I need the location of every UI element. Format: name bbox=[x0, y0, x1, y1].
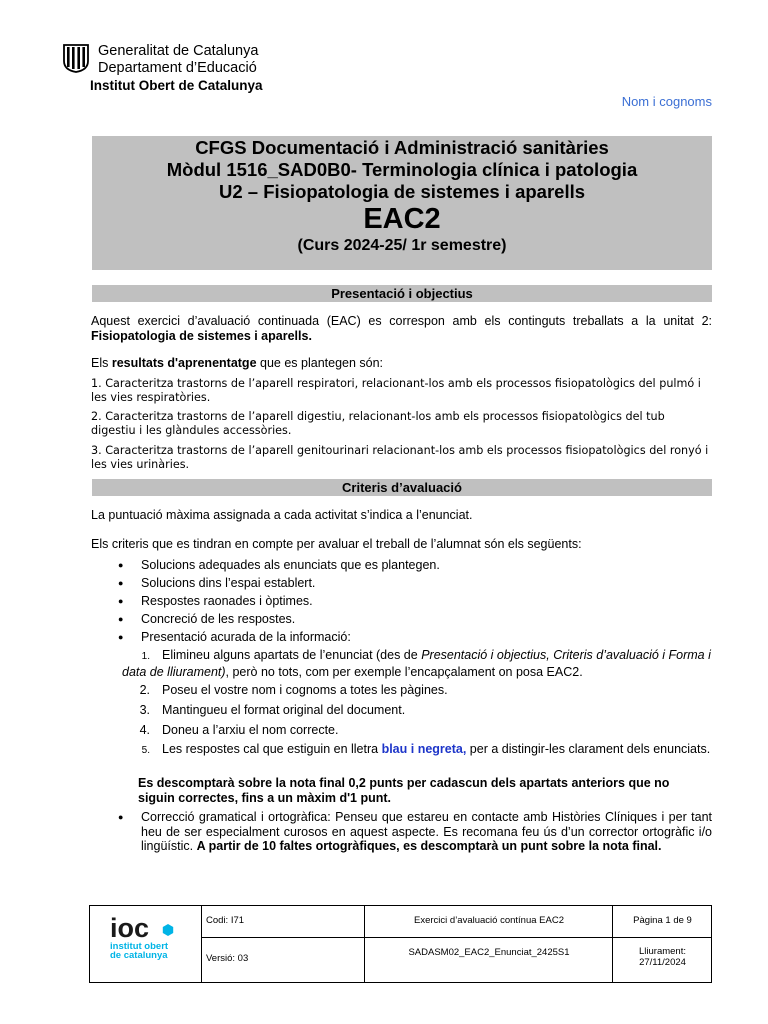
org-line-2: Departament d’Educació bbox=[98, 60, 257, 76]
footer-delivery-date: 27/11/2024 bbox=[639, 957, 686, 968]
document-footer bbox=[89, 905, 712, 983]
results-suffix: que es plantegen són: bbox=[256, 356, 384, 370]
grammar-bullet-bold: A partir de 10 faltes ortogràfiques, es descomptarà un punt sobre la nota final. bbox=[196, 839, 662, 853]
numbered-item-2-number: 2. bbox=[139, 683, 150, 697]
bullet-dot: ● bbox=[118, 812, 124, 822]
numbered-item-2 bbox=[122, 683, 726, 698]
footer-col-page bbox=[612, 906, 712, 982]
footer-divider bbox=[201, 937, 711, 938]
footer-version: Versió: 03 bbox=[206, 953, 249, 964]
footer-col-code bbox=[201, 906, 365, 982]
learning-result-2: 2. Caracteritza trastorns de l’aparell digestiu, relacionant-los amb els processos fisiopatològics del tub digestiu i les glàndules accessòries. bbox=[91, 410, 665, 437]
list-item: ● Solucions dins l’espai establert. bbox=[118, 574, 440, 592]
numbered-item-5-text-end: per a distingir-les clarament dels enunciats. bbox=[466, 742, 711, 756]
section-heading-criteria: Criteris d’avaluació bbox=[92, 479, 712, 496]
list-item: ● Concreció de les respostes. bbox=[118, 610, 440, 628]
criteria-p1: La puntuació màxima assignada a cada activitat s’indica a l’enunciat. bbox=[91, 508, 473, 522]
numbered-item-2-text: Poseu el vostre nom i cognoms a totes les pàgines. bbox=[162, 683, 448, 697]
ioc-logo-text: ioc bbox=[110, 913, 150, 943]
title-box bbox=[92, 136, 712, 270]
generalitat-logo-icon bbox=[62, 43, 90, 73]
learning-result-3: 3. Caracteritza trastorns de l’aparell genitourinari relacionant-los amb els processos fisiopatològics del ronyó i les vies urinàries. bbox=[91, 444, 709, 471]
criteria-bullet-list bbox=[118, 556, 440, 646]
student-name-field[interactable]: Nom i cognoms bbox=[621, 94, 712, 109]
section-heading-presentation: Presentació i objectius bbox=[92, 285, 712, 302]
penalty-note: Es descomptarà sobre la nota final 0,2 punts per cadascun dels apartats anteriors que no siguin correctes, fins a un màxim d'1 punt. bbox=[138, 776, 670, 805]
numbered-item-4 bbox=[122, 723, 726, 738]
footer-code: Codi: I71 bbox=[206, 915, 245, 926]
footer-doc-title: Exercici d’avaluació contínua EAC2 bbox=[414, 915, 564, 926]
numbered-item-1 bbox=[122, 648, 712, 679]
footer-col-title bbox=[364, 906, 613, 982]
ioc-logo-sub1: institut obert bbox=[110, 941, 169, 952]
numbered-item-4-text: Doneu a l’arxiu el nom correcte. bbox=[162, 723, 339, 737]
list-item: ● Respostes raonades i òptimes. bbox=[118, 592, 440, 610]
grammar-bullet-normal: Correcció gramatical i ortogràfica: Penseu que estareu en contacte amb Històries Clíniques i per tant heu de ser especialment curosos en aquest aspecte. Es recomana feu ús d’un corrector ortogràfic i/o lingüístic. bbox=[141, 810, 712, 853]
ioc-logo-sub2: de catalunya bbox=[110, 950, 168, 961]
grammar-bullet-text bbox=[141, 810, 712, 854]
org-line-1: Generalitat de Catalunya bbox=[98, 43, 259, 59]
footer-page-number: Pàgina 1 de 9 bbox=[633, 915, 692, 926]
numbered-item-1-italic: Presentació i objectius, Criteris d’avaluació i Forma i data de lliurament) bbox=[122, 648, 711, 679]
title-line-3: U2 – Fisiopatologia de sistemes i aparells bbox=[218, 181, 586, 202]
title-code: EAC2 bbox=[363, 203, 441, 235]
numbered-item-1-text: Elimineu alguns apartats de l’enunciat (des de bbox=[162, 648, 422, 662]
footer-file-name: SADASM02_EAC2_Enunciat_2425S1 bbox=[408, 947, 570, 958]
numbered-item-5-blue: blau i negreta, bbox=[381, 742, 467, 756]
title-line-2: Mòdul 1516_SAD0B0- Terminologia clínica i patologia bbox=[166, 159, 638, 180]
institute-name: Institut Obert de Catalunya bbox=[90, 78, 263, 93]
intro-text: Aquest exercici d’avaluació continuada (EAC) es correspon amb els continguts treballats a la unitat 2: bbox=[91, 314, 712, 328]
numbered-item-5-number: 5. bbox=[141, 745, 150, 756]
numbered-item-1-text-end: , però no tots, com per exemple l’encapçalament on posa EAC2. bbox=[225, 664, 583, 679]
ioc-logo bbox=[110, 914, 190, 974]
footer-delivery bbox=[613, 946, 712, 968]
numbered-item-5 bbox=[122, 742, 712, 759]
criteria-p2: Els criteris que es tindran en compte per avaluar el treball de l’alumnat són els següents: bbox=[91, 537, 582, 551]
footer-delivery-label: Lliurament: bbox=[639, 946, 686, 957]
numbered-item-4-number: 4. bbox=[139, 723, 150, 737]
title-line-1: CFGS Documentació i Administració sanitàries bbox=[195, 137, 609, 158]
list-item: ● Solucions adequades als enunciats que es plantegen. bbox=[118, 556, 440, 574]
numbered-item-1-number: 1. bbox=[141, 651, 150, 662]
results-intro bbox=[91, 356, 712, 371]
grammar-bullet bbox=[118, 810, 712, 854]
results-prefix: Els bbox=[91, 356, 112, 370]
intro-unit-title: Fisiopatologia de sistemes i aparells. bbox=[91, 328, 312, 343]
numbered-item-3-number: 3. bbox=[139, 703, 150, 717]
numbered-item-5-text: Les respostes cal que estiguin en lletra bbox=[162, 742, 382, 756]
ioc-hexagon-icon bbox=[162, 924, 174, 936]
intro-paragraph bbox=[91, 314, 712, 343]
results-bold: resultats d'aprenentatge bbox=[111, 356, 257, 370]
learning-result-1: 1. Caracteritza trastorns de l’aparell respiratori, relacionant-los amb els processos fisiopatològics del pulmó i les vies respiratòries. bbox=[91, 377, 701, 404]
title-course: (Curs 2024-25/ 1r semestre) bbox=[297, 237, 507, 254]
numbered-item-3-text: Mantingueu el format original del document. bbox=[162, 703, 406, 717]
numbered-item-3 bbox=[122, 703, 726, 718]
list-item: ● Presentació acurada de la informació: bbox=[118, 628, 440, 646]
